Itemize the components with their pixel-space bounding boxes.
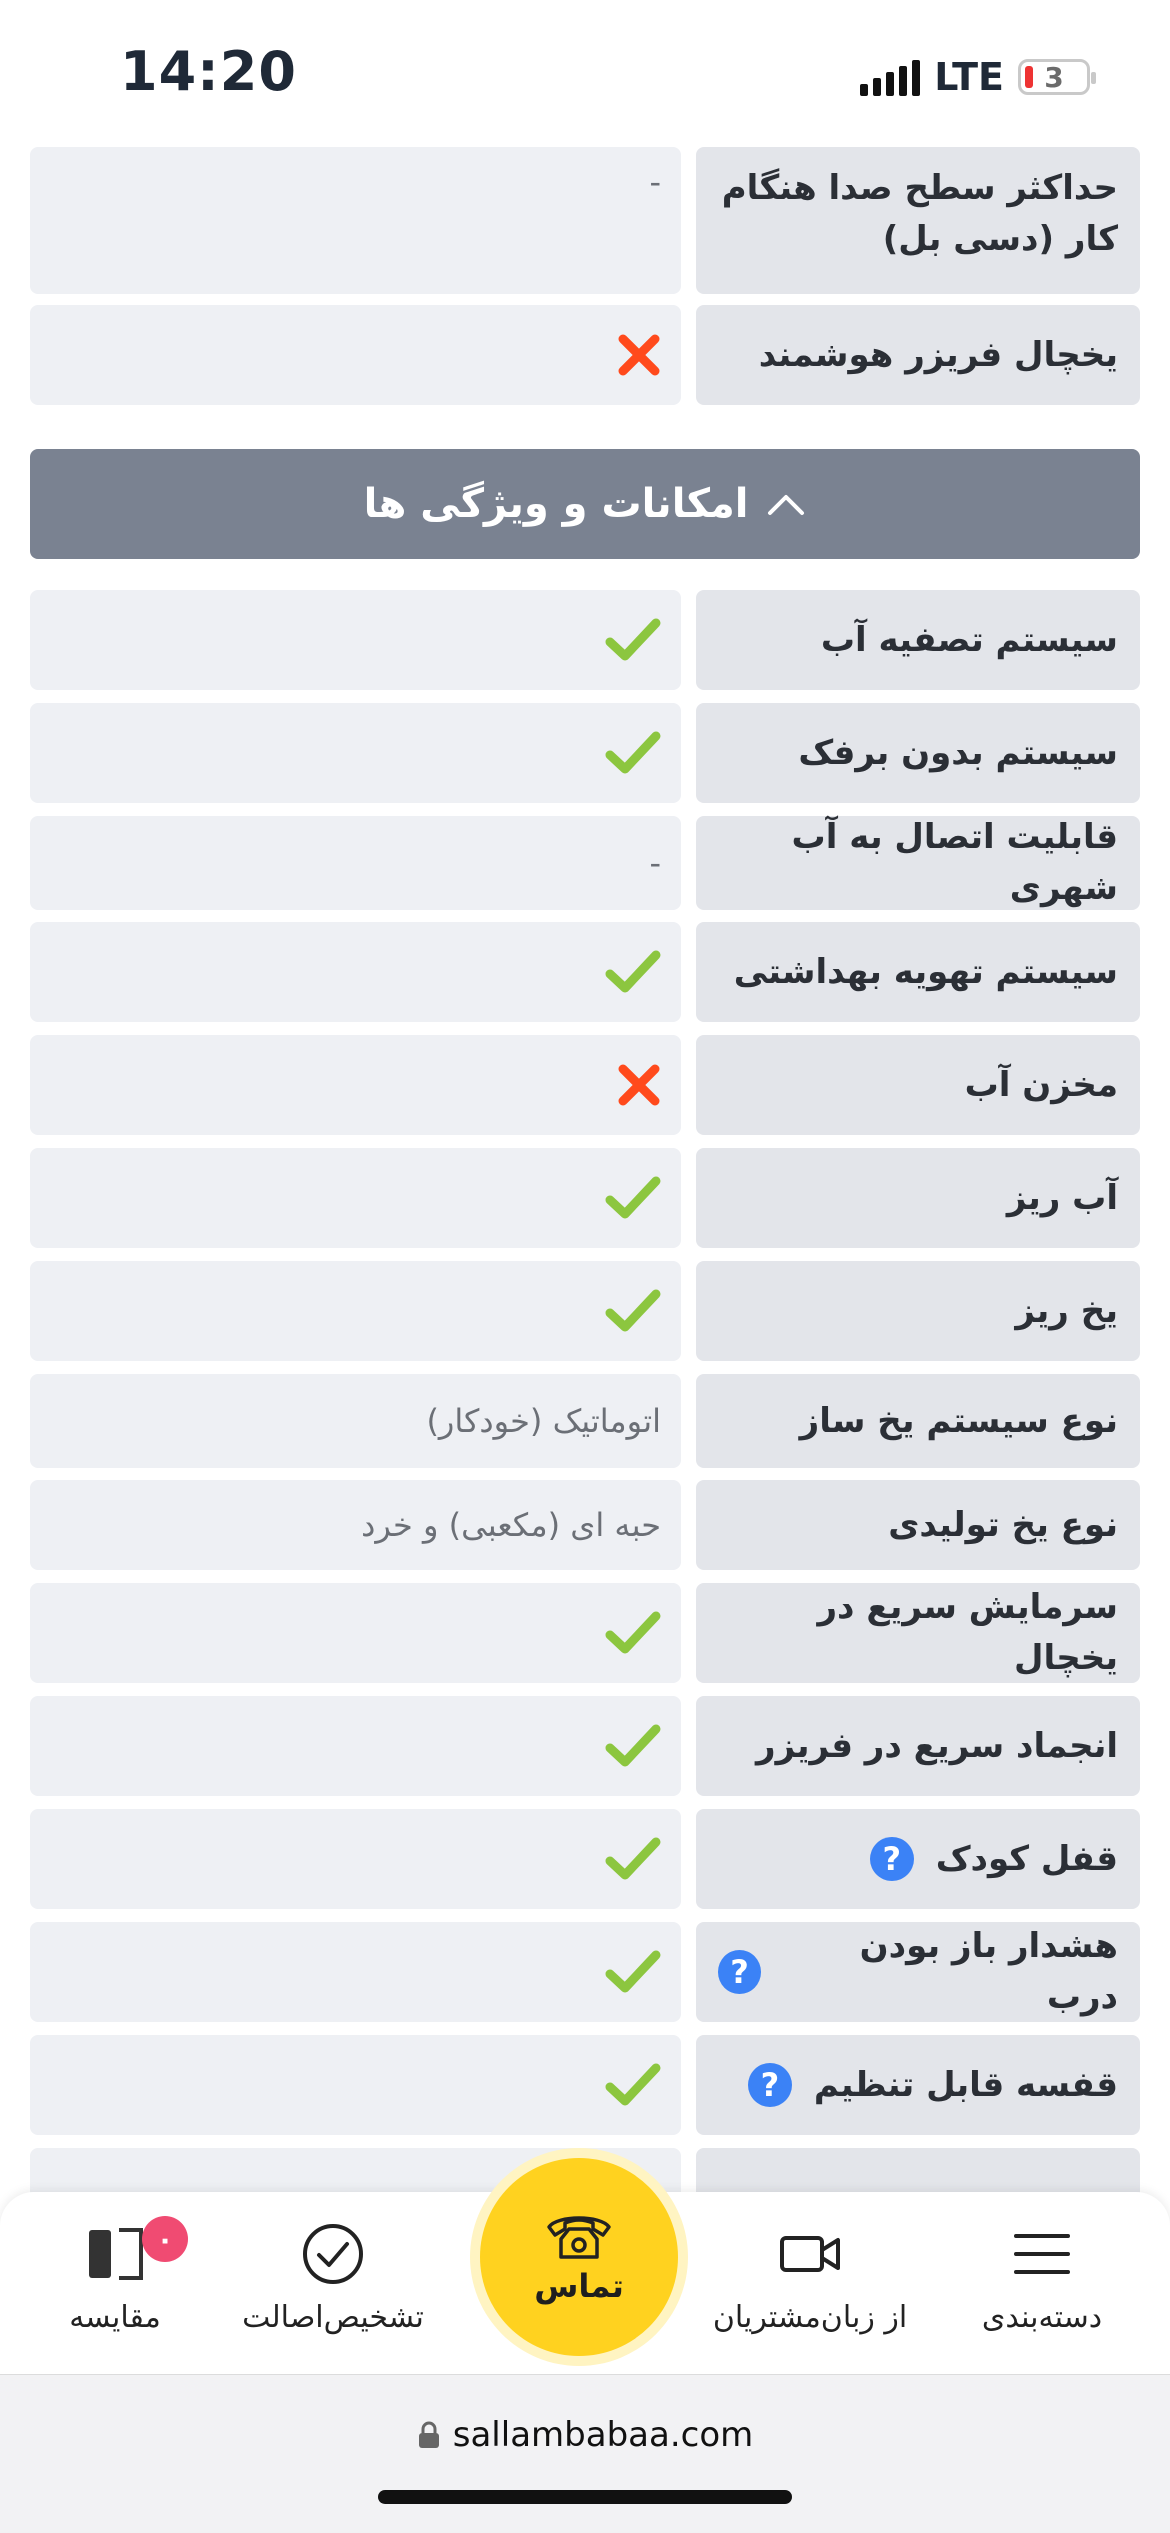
feature-label: انجماد سریع در فریزر (756, 1725, 1118, 1766)
feature-value-cell (30, 2035, 681, 2135)
nav-customer-reviews[interactable] (700, 2222, 920, 2335)
feature-label-cell (696, 1922, 1140, 2022)
feature-row (30, 922, 1140, 1022)
feature-row (30, 1922, 1140, 2022)
feature-value-cell (30, 816, 681, 910)
browser-url-bar[interactable] (0, 2374, 1170, 2533)
spec-label-cell (696, 147, 1140, 294)
call-label: تماس (534, 2267, 624, 2305)
feature-value-cell (30, 1480, 681, 1570)
feature-label-cell (696, 922, 1140, 1022)
spec-value: - (649, 163, 661, 201)
spec-row-noise (30, 147, 1140, 294)
feature-label: آب ریز (1006, 1177, 1118, 1218)
feature-label: سیستم تهویه بهداشتی (733, 951, 1118, 992)
compare-badge: ۰ (142, 2216, 188, 2262)
nav-categories[interactable] (962, 2222, 1122, 2335)
feature-row (30, 1583, 1140, 1683)
network-type: LTE (934, 55, 1004, 99)
help-icon[interactable]: ? (748, 2063, 792, 2107)
nav-authenticity[interactable] (228, 2222, 438, 2335)
feature-value-cell (30, 1583, 681, 1683)
feature-row (30, 1148, 1140, 1248)
feature-label: مخزن آب (964, 1064, 1118, 1105)
phone-icon (543, 2209, 615, 2261)
feature-label-cell (696, 1374, 1140, 1468)
spec-row-smart (30, 305, 1140, 405)
feature-label: نوع یخ تولیدی (888, 1504, 1118, 1545)
feature-value: اتوماتیک (خودکار) (426, 1402, 661, 1440)
feature-value-cell (30, 1374, 681, 1468)
feature-label: نوع سیستم یخ ساز (799, 1400, 1118, 1441)
feature-value-cell (30, 703, 681, 803)
spec-value-cell (30, 305, 681, 405)
feature-label-cell (696, 1583, 1140, 1683)
feature-row (30, 590, 1140, 690)
check-icon (605, 1835, 661, 1883)
feature-row (30, 1261, 1140, 1361)
nav-label: از زبان‌مشتریان (712, 2300, 908, 2335)
feature-label-cell (696, 1035, 1140, 1135)
call-button[interactable] (480, 2158, 678, 2356)
feature-label: قفل کودک (935, 1838, 1118, 1879)
feature-label-cell (696, 590, 1140, 690)
url-display[interactable] (0, 2415, 1170, 2455)
feature-row (30, 1035, 1140, 1135)
feature-value-cell (30, 922, 681, 1022)
feature-label-cell (696, 2035, 1140, 2135)
feature-row (30, 2035, 1140, 2135)
url-text: sallambabaa.com (452, 2415, 754, 2455)
feature-value-cell (30, 590, 681, 690)
feature-row (30, 1696, 1140, 1796)
video-camera-icon (778, 2222, 842, 2286)
feature-row (30, 1809, 1140, 1909)
feature-label: سیستم بدون برفک (798, 732, 1118, 773)
feature-value: - (649, 844, 661, 882)
spec-label-cell (696, 305, 1140, 405)
check-icon (605, 1948, 661, 1996)
features-section-header[interactable] (30, 449, 1140, 559)
spec-label: یخچال فریزر هوشمند (758, 334, 1118, 375)
spec-value-cell (30, 147, 681, 294)
check-icon (605, 616, 661, 664)
feature-label-cell (696, 816, 1140, 910)
feature-row (30, 703, 1140, 803)
home-indicator[interactable] (378, 2490, 792, 2504)
feature-value-cell (30, 1261, 681, 1361)
feature-label-cell (696, 1696, 1140, 1796)
cross-icon (617, 1063, 661, 1107)
spec-label: حداکثر سطح صدا هنگام کار (دسی بل) (721, 168, 1118, 259)
feature-label: سیستم تصفیه آب (820, 619, 1118, 660)
help-icon[interactable]: ? (718, 1950, 761, 1994)
feature-value-cell (30, 1035, 681, 1135)
check-icon (605, 1174, 661, 1222)
feature-value-cell (30, 1696, 681, 1796)
section-title: امکانات و ویژگی ها (363, 481, 749, 527)
chevron-up-icon (766, 491, 806, 517)
check-icon (605, 1287, 661, 1335)
battery-level: 3 (1044, 60, 1064, 94)
feature-label-cell (696, 703, 1140, 803)
check-icon (605, 2061, 661, 2109)
compare-icon (83, 2222, 147, 2286)
check-icon (605, 729, 661, 777)
feature-label-cell (696, 1148, 1140, 1248)
cross-icon (617, 333, 661, 377)
nav-label: مقایسه (69, 2300, 161, 2335)
feature-label-cell (696, 1809, 1140, 1909)
feature-row (30, 1480, 1140, 1570)
nav-label: دسته‌بندی (981, 2300, 1103, 2335)
feature-label: قفسه قابل تنظیم (813, 2064, 1118, 2105)
help-icon[interactable]: ? (870, 1837, 914, 1881)
feature-value: حبه ای (مکعبی) و خرد (361, 1506, 661, 1544)
clock: 14:20 (120, 40, 297, 103)
feature-label-cell (696, 1480, 1140, 1570)
feature-value-cell (30, 1809, 681, 1909)
feature-label: هشدار باز بودن درب (859, 1926, 1118, 2017)
feature-label-cell (696, 1261, 1140, 1361)
nav-label: تشخیص‌اصالت (242, 2300, 424, 2335)
check-icon (605, 1609, 661, 1657)
feature-row (30, 816, 1140, 910)
menu-icon (1010, 2222, 1074, 2286)
check-circle-icon (301, 2222, 365, 2286)
feature-label: یخ ریز (1015, 1290, 1118, 1331)
feature-value-cell (30, 1148, 681, 1248)
check-icon (605, 948, 661, 996)
check-icon (605, 1722, 661, 1770)
feature-row (30, 1374, 1140, 1468)
feature-label: سرمایش سریع در یخچال (817, 1587, 1118, 1678)
feature-value-cell (30, 1922, 681, 2022)
lock-icon (417, 2420, 441, 2450)
feature-label: قابلیت اتصال به آب شهری (791, 817, 1118, 908)
nav-compare[interactable] (50, 2222, 180, 2335)
